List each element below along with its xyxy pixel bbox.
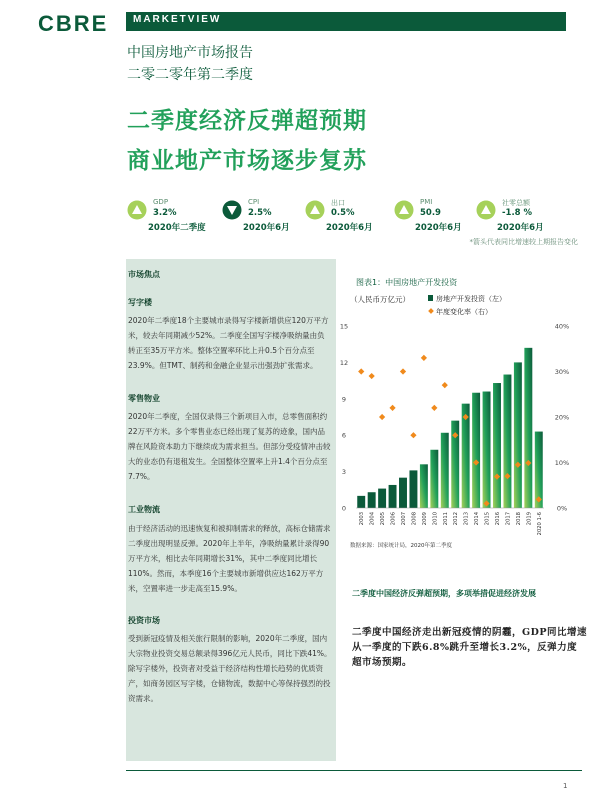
x-tick-label: 2014 [474, 512, 481, 526]
x-tick-label: 2005 [380, 512, 387, 526]
bar [493, 383, 501, 508]
kpi-period: 2020年6月 [497, 223, 544, 233]
x-tick-label: 2007 [401, 512, 407, 526]
bar [430, 450, 438, 508]
kpi-name: CPI [248, 198, 260, 206]
rate-point [442, 382, 448, 388]
up-triangle-icon [394, 200, 414, 220]
kpi-value: 2.5% [248, 208, 272, 218]
up-triangle-icon [127, 200, 147, 220]
y2-tick-label: 40% [554, 322, 570, 331]
rate-point [379, 414, 385, 420]
bar [399, 478, 407, 508]
page-number: 1 [563, 782, 568, 790]
kpi-value: 0.5% [331, 208, 355, 218]
x-tick-label: 2013 [463, 512, 470, 526]
rate-point [421, 355, 427, 361]
chart-source: 数据来源：国家统计局，2020年第二季度 [350, 543, 452, 549]
x-tick-label: 2017 [505, 512, 512, 526]
section-title-logistics: 工业物流 [128, 505, 160, 514]
kpi-name: 社零总额 [502, 199, 530, 207]
y-tick-label: 9 [341, 395, 347, 404]
y2-tick-label: 20% [554, 413, 570, 422]
bar [503, 375, 511, 508]
down-triangle-icon [222, 200, 242, 220]
lead-paragraph: 二季度中国经济走出新冠疫情的阴霾，GDP同比增速从一季度的下跌6.8%跳升至增长3.2%，反弹力度超市场预期。 [352, 627, 587, 668]
up-triangle-icon [305, 200, 325, 220]
bar [483, 392, 491, 508]
y-tick-label: 12 [339, 358, 349, 367]
legend-bar-label: 房地产开发投资（左） [436, 295, 506, 303]
chart-y-axis-label: （人民币万亿元） [350, 295, 410, 304]
kpi-retail-sales [476, 198, 576, 234]
rate-point [389, 405, 395, 411]
report-period: 二零二零年第二季度 [127, 67, 253, 83]
x-tick-label: 2016 [495, 512, 501, 526]
section-title-investment: 投资市场 [128, 616, 160, 625]
section-text-retail: 2020年二季度，全国仅录得三个新项目入市，总零售面积约22万平方米。多个零售业态已经出现了复苏的迹象，国内品牌在风险资本助力下继续成为需求担当。但部分受疫情冲击较大的业态仍有退租发生。全国整体空置率上升1.4个百分点至7.7%。 [128, 412, 331, 481]
section-title-office: 写字楼 [128, 298, 152, 307]
rate-point [369, 373, 375, 379]
kpi-name: GDP [153, 198, 169, 206]
kpi-name: PMI [420, 198, 433, 206]
kpi-period: 2020年二季度 [148, 223, 206, 233]
section-text-investment: 受到新冠疫情及相关旅行限制的影响，2020年二季度，国内大宗物业投资交易总额录得396亿元人民币，同比下跌41%。除写字楼外，投资者对受益于经济结构性增长趋势的优质资产，如商务园区写字楼，仓储物流，数据中心等保持强烈的投资需求。 [128, 634, 332, 703]
headline-line2: 商业地产市场逐步复苏 [127, 148, 367, 174]
kpi-value: -1.8 % [502, 208, 533, 218]
y2-tick-label: 0% [556, 504, 568, 513]
x-tick-label: 2004 [369, 512, 376, 526]
headline-line1: 二季度经济反弹超预期 [127, 108, 367, 134]
kpi-period: 2020年6月 [243, 223, 290, 233]
section-text-office: 2020年二季度18个主要城市录得写字楼新增供应120万平方米，较去年同期减少52%。二季度全国写字楼净吸纳量由负转正至35万平方米。整体空置率环比上升0.5个百分点至23.9%。但TMT、制药和金融企业显示出强劲扩张需求。 [128, 316, 329, 370]
bar [389, 485, 397, 508]
marketview-label: MARKETVIEW [133, 14, 222, 25]
up-triangle-icon [476, 200, 496, 220]
bar [472, 393, 480, 508]
x-tick-label: 2010 [432, 512, 439, 526]
x-tick-label: 2008 [411, 512, 418, 526]
x-tick-label: 2003 [359, 512, 366, 526]
y2-tick-label: 10% [554, 459, 570, 467]
legend-dot-swatch [428, 308, 434, 314]
legend-dot-label: 年度变化率（右） [436, 308, 492, 316]
bar [368, 492, 376, 508]
x-tick-label: 2006 [390, 512, 397, 526]
kpi-value: 50.9 [420, 208, 441, 218]
y-tick-label: 15 [339, 322, 349, 331]
bar [357, 496, 365, 508]
chart-title: 图表1：中国房地产开发投资 [356, 278, 458, 287]
kpi-gdp [127, 198, 227, 234]
y-tick-label: 6 [341, 431, 347, 440]
market-focus-sidebar [126, 259, 336, 761]
y2-tick-label: 30% [554, 368, 570, 376]
x-tick-label: 2012 [453, 512, 460, 526]
kpi-export [305, 198, 405, 234]
kpi-period: 2020年6月 [415, 223, 462, 233]
y-tick-label: 3 [341, 468, 347, 477]
bar [514, 362, 522, 508]
x-tick-label: 2015 [484, 512, 491, 526]
section-heading: 二季度中国经济反弹超预期，多项举措促进经济发展 [352, 589, 536, 598]
cbre-logo: CBRE [38, 11, 109, 36]
report-title: 中国房地产市场报告 [127, 45, 253, 61]
x-tick-label: 2018 [515, 512, 522, 526]
rate-point [431, 405, 437, 411]
bar [524, 348, 532, 508]
x-tick-label: 2020 1-6 [536, 512, 543, 536]
bar [420, 464, 428, 508]
x-tick-label: 2019 [526, 512, 533, 526]
bar [441, 433, 449, 508]
rate-point [400, 368, 406, 374]
kpi-period: 2020年6月 [326, 223, 373, 233]
section-title-retail: 零售物业 [128, 394, 160, 403]
bar [378, 489, 386, 508]
x-tick-label: 2011 [442, 512, 449, 526]
kpi-footnote: *箭头代表同比增速较上期报告变化 [469, 238, 578, 246]
real-estate-investment-chart [336, 288, 586, 540]
sidebar-title: 市场焦点 [128, 270, 160, 279]
section-text-logistics: 由于经济活动的迅速恢复和被抑制需求的释放，高标仓储需求二季度出现明显反弹。2020年上半年，净吸纳量累计录得90万平方米，相比去年同期增长31%，其中二季度同比增长110%。然而，本季度16个主要城市新增供应达162万平方米，空置率进一步走高至15.9%。 [128, 524, 331, 593]
bar [409, 470, 417, 508]
kpi-name: 出口 [331, 199, 345, 207]
footer-rule [126, 770, 582, 771]
legend-bar-swatch [428, 295, 433, 301]
y-tick-label: 0 [341, 504, 347, 513]
x-tick-label: 2009 [421, 512, 428, 526]
rate-point [358, 368, 364, 374]
rate-point [410, 432, 416, 438]
kpi-value: 3.2% [153, 208, 177, 218]
